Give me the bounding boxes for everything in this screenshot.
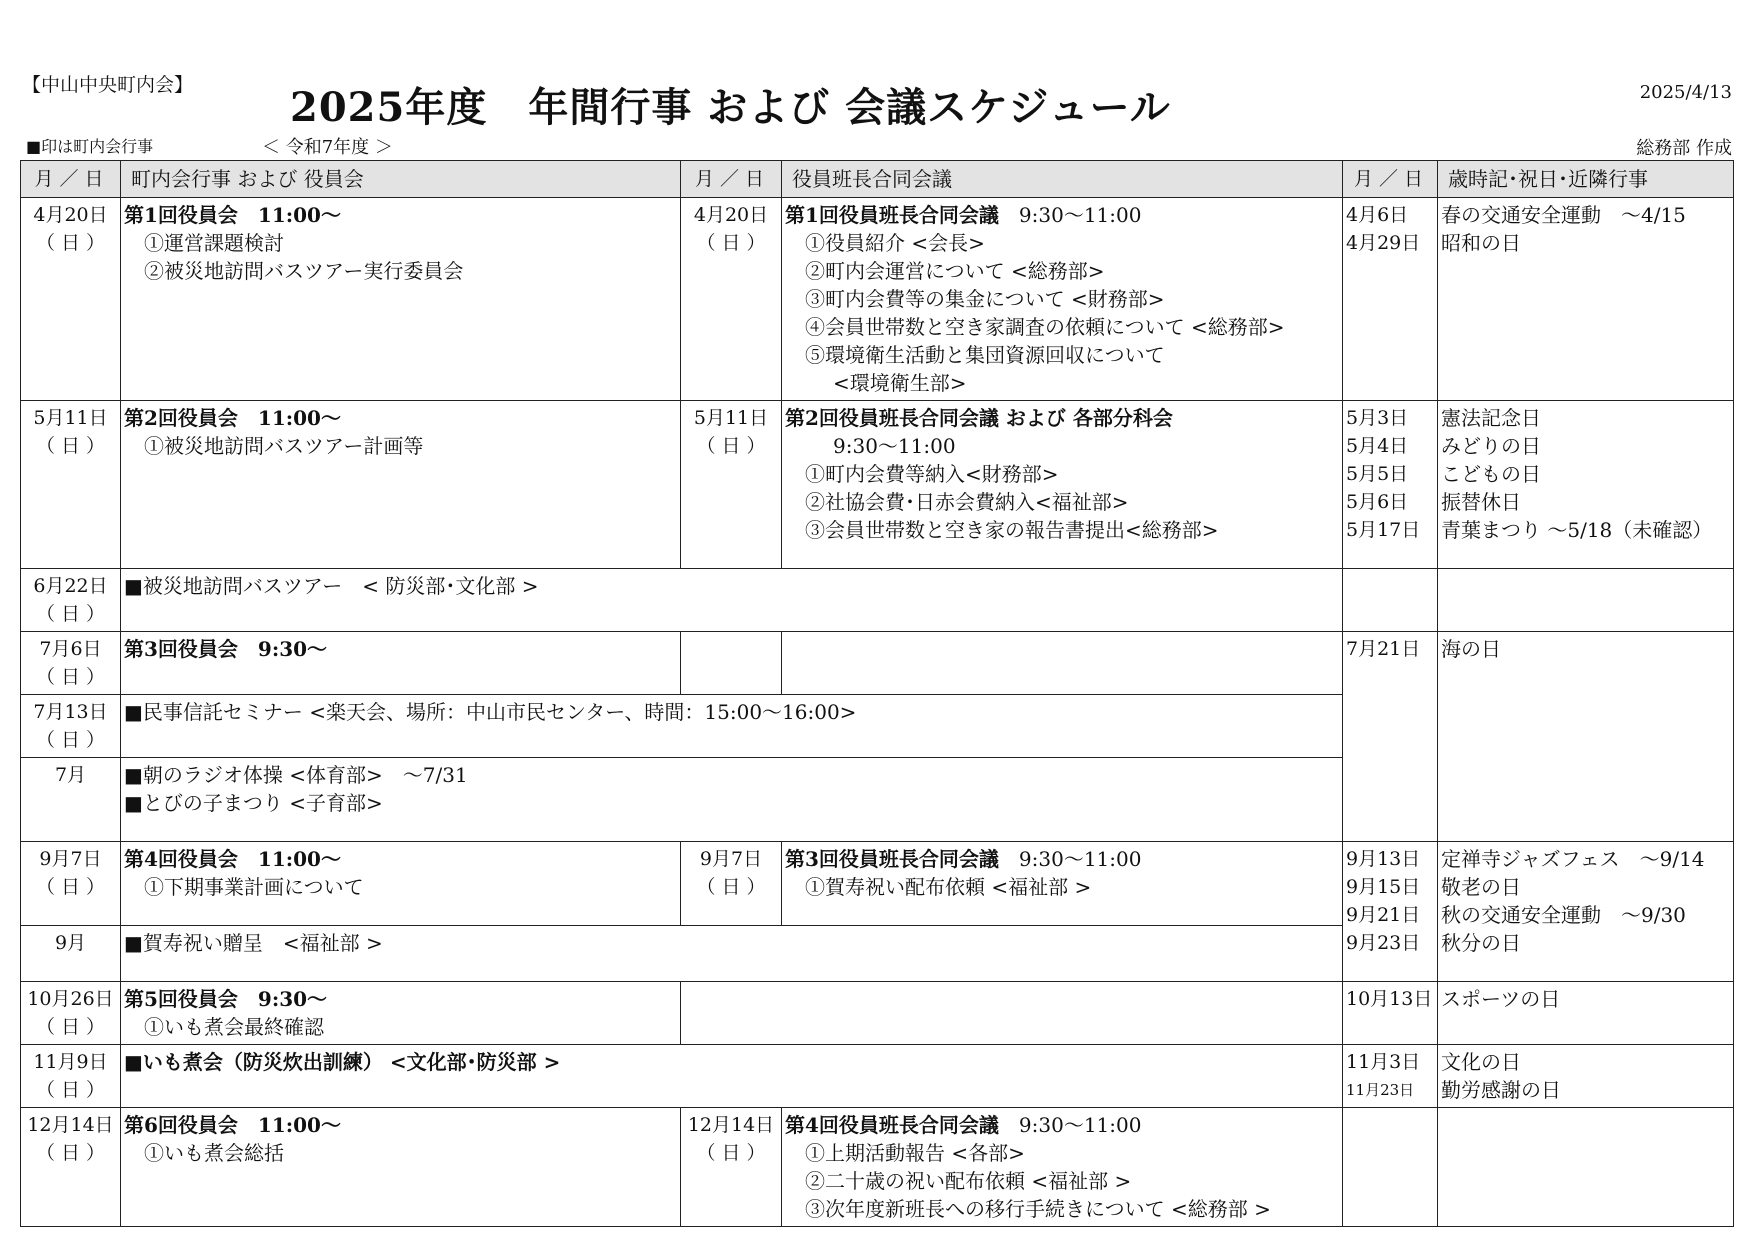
date-text: 10月26日 [27,988,114,1010]
event-cell [121,1108,681,1227]
agenda-item: ②被災地訪問バスツアー実行委員会 [144,259,464,283]
joint-meeting-cell [782,198,1343,401]
weekday-text: （ 日 ） [35,666,106,688]
agenda-item: ①運営課題検討 [144,231,284,255]
table-row [21,1108,1734,1227]
meeting-heading [785,845,1339,873]
calendar-date-cell [1343,632,1438,842]
agenda-item: ⑤環境衛生活動と集団資源回収について [805,343,1165,367]
meeting-heading: 第4回役員会 11:00～ [124,847,341,871]
date-text: 6月22日 [33,575,108,597]
calendar-date: 7月21日 [1346,638,1421,660]
calendar-date-cell [1343,842,1438,982]
date-cell [21,982,121,1045]
meeting-title: 第3回役員班長合同会議 [785,847,999,871]
calendar-event: 秋分の日 [1441,931,1521,955]
meeting-title: 第1回役員班長合同会議 [785,203,999,227]
calendar-date: 9月13日 [1346,848,1421,870]
calendar-date: 10月13日 [1346,988,1433,1010]
calendar-event-cell [1438,569,1734,632]
weekday-text: （ 日 ） [35,729,106,751]
calendar-event: 海の日 [1441,637,1501,661]
joint-meeting-cell [782,842,1343,926]
date-cell [21,758,121,842]
meeting-heading: 第2回役員班長合同会議 および 各部分科会 [785,406,1173,430]
date-cell [21,1108,121,1227]
agenda-item: ③会員世帯数と空き家の報告書提出<総務部> [805,518,1219,542]
calendar-event: こどもの日 [1441,462,1541,486]
date-text: 12月14日 [687,1114,775,1136]
calendar-event-cell [1438,632,1734,842]
community-event: ■朝のラジオ体操 <体育部> ～7/31 [124,763,468,787]
agenda-item: ②町内会運営について <総務部> [805,259,1105,283]
date-text: 7月 [54,764,87,786]
calendar-date-cell [1343,1045,1438,1108]
schedule-table [20,160,1734,1227]
date-cell [21,198,121,401]
community-event: ■いも煮会（防災炊出訓練） <文化部･防災部 > [124,1050,561,1074]
calendar-event-cell [1438,198,1734,401]
document-date: 2025/4/13 [1639,82,1732,103]
col-calendar: 歳時記･祝日･近隣行事 [1438,161,1734,198]
agenda-item: ③町内会費等の集金について <財務部> [805,287,1165,311]
date-cell [21,695,121,758]
calendar-event: みどりの日 [1441,434,1541,458]
calendar-event: 春の交通安全運動 ～4/15 [1441,203,1686,227]
date-text: 12月14日 [27,1114,114,1136]
agenda-item-continued: <環境衛生部> [833,371,967,395]
meeting-heading [785,1111,1339,1139]
calendar-event-cell [1438,1045,1734,1108]
calendar-event: スポーツの日 [1441,987,1561,1011]
calendar-event-cell [1438,842,1734,982]
calendar-date: 5月3日 [1346,407,1409,429]
event-cell [121,1045,1343,1108]
date-cell [21,1045,121,1108]
calendar-date: 5月4日 [1346,435,1409,457]
agenda-item: ①いも煮会最終確認 [144,1015,324,1039]
joint-meeting-cell [782,1108,1343,1227]
date-text: 4月20日 [693,204,769,226]
calendar-event-cell [1438,1108,1734,1227]
weekday-text: （ 日 ） [696,232,766,254]
date-text: 9月 [54,932,87,954]
header-row [21,161,1734,198]
date-text: 4月20日 [33,204,108,226]
col-date-1: 月 ／ 日 [21,161,121,198]
calendar-event-cell [1438,982,1734,1045]
calendar-date: 5月17日 [1346,519,1421,541]
meeting-time: 9:30～11:00 [998,1113,1142,1137]
date-cell [21,632,121,695]
weekday-text: （ 日 ） [35,1142,106,1164]
event-cell [121,569,1343,632]
event-cell [121,926,1343,982]
calendar-date-cell [1343,198,1438,401]
calendar-event: 文化の日 [1441,1050,1521,1074]
calendar-event: 敬老の日 [1441,875,1521,899]
weekday-text: （ 日 ） [35,1016,106,1038]
calendar-date-cell [1343,401,1438,569]
calendar-event: 勤労感謝の日 [1441,1078,1561,1102]
date-text: 7月13日 [33,701,108,723]
date-cell [21,842,121,926]
event-cell [121,401,681,569]
meeting-time: 9:30～11:00 [833,434,956,458]
col-date-3: 月 ／ 日 [1343,161,1438,198]
agenda-item: ①下期事業計画について [144,875,364,899]
weekday-text: （ 日 ） [35,603,106,625]
era-label: ＜ 令和7年度 ＞ [262,137,393,158]
table-row [21,982,1734,1045]
legend-note: ■印は町内会行事 [26,137,154,156]
event-cell [121,758,1343,842]
author-label: 総務部 作成 [1636,138,1732,159]
calendar-event: 憲法記念日 [1441,406,1541,430]
date-text: 7月6日 [39,638,102,660]
calendar-event-cell [1438,401,1734,569]
joint-meeting-cell [782,401,1343,569]
community-event: ■とびの子まつり <子育部> [124,791,383,815]
table-row [21,632,1734,695]
meeting-heading [785,201,1339,229]
calendar-date-cell [1343,1108,1438,1227]
col-joint-meeting: 役員班長合同会議 [782,161,1343,198]
calendar-date: 4月29日 [1346,232,1421,254]
agenda-item: ④会員世帯数と空き家調査の依頼について <総務部> [805,315,1285,339]
col-date-2: 月 ／ 日 [681,161,782,198]
organization-name: 【中山中央町内会】 [22,74,194,96]
date-cell [681,842,782,926]
calendar-date-cell [1343,982,1438,1045]
calendar-date: 9月15日 [1346,876,1421,898]
weekday-text: （ 日 ） [35,435,106,457]
agenda-item: ③次年度新班長への移行手続きについて <総務部 > [805,1197,1271,1221]
agenda-item: ②社協会費･日赤会費納入<福祉部> [805,490,1129,514]
date-text: 9月7日 [699,848,763,870]
date-cell [21,926,121,982]
meeting-heading: 第3回役員会 9:30～ [124,637,328,661]
meeting-time: 9:30～11:00 [998,847,1142,871]
meeting-heading: 第5回役員会 9:30～ [124,987,328,1011]
weekday-text: （ 日 ） [696,876,766,898]
meeting-heading: 第6回役員会 11:00～ [124,1113,341,1137]
agenda-item: ①町内会費等納入<財務部> [805,462,1059,486]
calendar-date: 11月3日 [1346,1051,1421,1073]
weekday-text: （ 日 ） [35,1079,106,1101]
community-event: ■被災地訪問バスツアー < 防災部･文化部 > [124,574,539,598]
table-row [21,569,1734,632]
calendar-date: 11月23日 [1346,1081,1415,1099]
event-cell [121,982,681,1045]
agenda-item: ①いも煮会総括 [144,1141,284,1165]
date-cell [681,198,782,401]
calendar-date-cell [1343,569,1438,632]
col-events: 町内会行事 および 役員会 [121,161,681,198]
date-text: 9月7日 [39,848,102,870]
calendar-event: 青葉まつり ～5/18（未確認） [1441,518,1713,542]
calendar-date: 4月6日 [1346,204,1409,226]
event-cell [121,632,681,695]
date-cell [681,401,782,569]
date-cell [681,1108,782,1227]
calendar-event: 昭和の日 [1441,231,1521,255]
event-cell [121,198,681,401]
community-event: ■賀寿祝い贈呈 <福祉部 > [124,931,383,955]
table-row [21,842,1734,926]
agenda-item: ①上期活動報告 <各部> [805,1141,1025,1165]
calendar-date: 9月23日 [1346,932,1421,954]
agenda-item: ①賀寿祝い配布依頼 <福祉部 > [805,875,1092,899]
meeting-heading: 第2回役員会 11:00～ [124,406,341,430]
page-title: 2025年度 年間行事 および 会議スケジュール [290,84,1171,131]
weekday-text: （ 日 ） [35,232,106,254]
table-row [21,401,1734,569]
date-text: 11月9日 [33,1051,108,1073]
agenda-item: ①被災地訪問バスツアー計画等 [144,434,424,458]
calendar-event: 振替休日 [1441,490,1521,514]
date-text: 5月11日 [693,407,769,429]
event-cell [121,695,1343,758]
calendar-date: 5月6日 [1346,491,1409,513]
meeting-time: 9:30～11:00 [998,203,1142,227]
calendar-date: 5月5日 [1346,463,1409,485]
weekday-text: （ 日 ） [35,876,106,898]
agenda-item: ②二十歳の祝い配布依頼 <福祉部 > [805,1169,1132,1193]
event-cell [121,842,681,926]
calendar-event: 定禅寺ジャズフェス ～9/14 [1441,847,1705,871]
community-event: ■民事信託セミナー <楽天会、場所：中山市民センター、時間：15:00～16:00> [124,700,857,724]
calendar-date: 9月21日 [1346,904,1421,926]
date-cell [21,569,121,632]
joint-meeting-cell [681,982,1343,1045]
meeting-title: 第4回役員班長合同会議 [785,1113,999,1137]
joint-meeting-cell [782,632,1343,695]
calendar-event: 秋の交通安全運動 ～9/30 [1441,903,1686,927]
date-text: 5月11日 [33,407,108,429]
weekday-text: （ 日 ） [696,1142,766,1164]
table-row [21,1045,1734,1108]
table-row [21,198,1734,401]
weekday-text: （ 日 ） [696,435,766,457]
meeting-heading: 第1回役員会 11:00～ [124,203,341,227]
date-cell [681,632,782,695]
date-cell [21,401,121,569]
agenda-item: ①役員紹介 <会長> [805,231,985,255]
